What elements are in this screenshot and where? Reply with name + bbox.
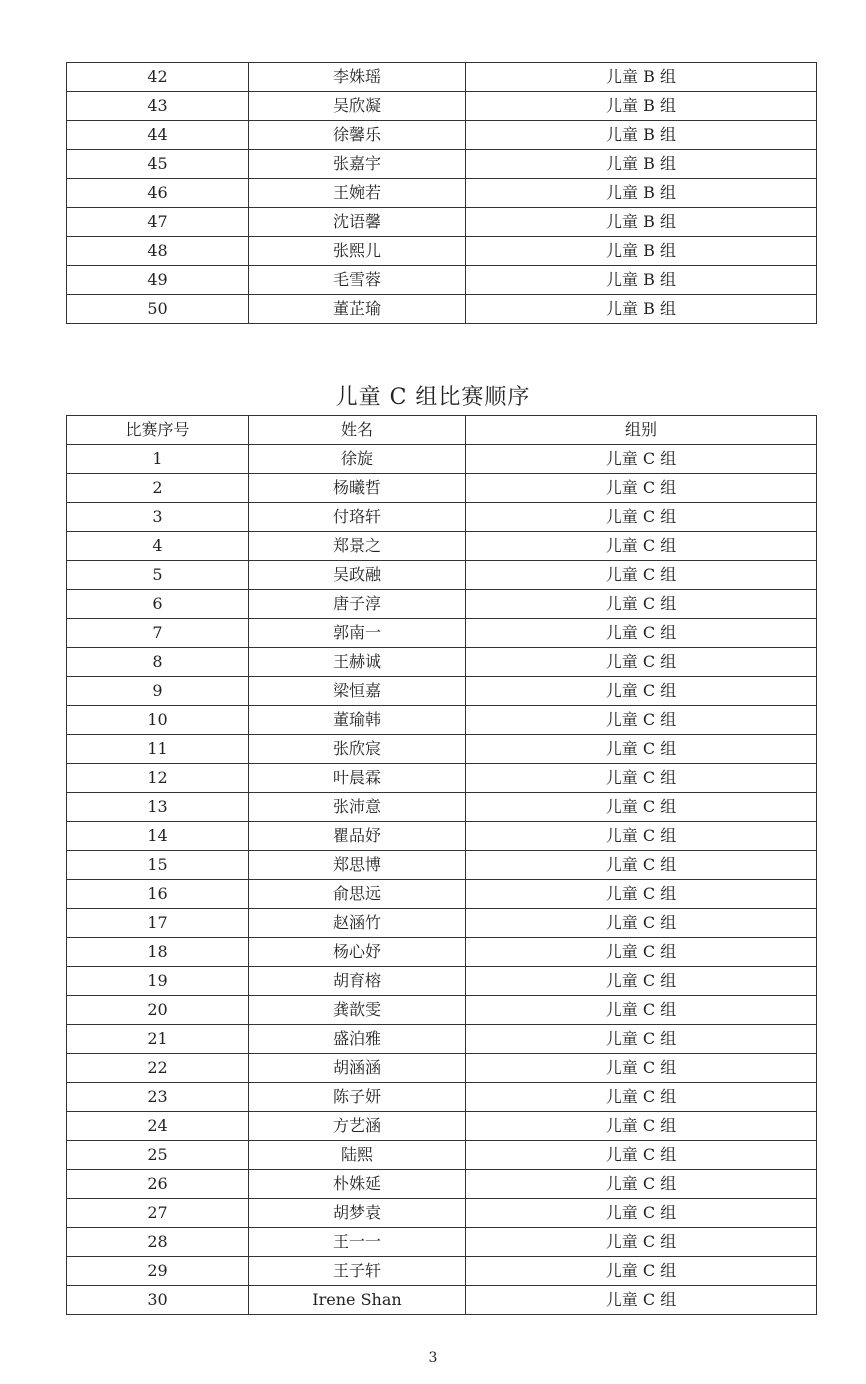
- group-cell: 儿童 C 组: [466, 619, 817, 648]
- group-cell: 儿童 C 组: [466, 938, 817, 967]
- match-number-cell: 46: [67, 179, 249, 208]
- table-row: [67, 880, 817, 909]
- name-cell: 胡育榕: [249, 967, 466, 996]
- match-number-cell: 19: [67, 967, 249, 996]
- name-cell: 张沛意: [249, 793, 466, 822]
- name-cell: 陈子妍: [249, 1083, 466, 1112]
- table-row: [67, 619, 817, 648]
- name-cell: 梁恒嘉: [249, 677, 466, 706]
- group-cell: 儿童 B 组: [466, 121, 817, 150]
- name-cell: 王一一: [249, 1228, 466, 1257]
- name-cell: 唐子淳: [249, 590, 466, 619]
- group-cell: 儿童 C 组: [466, 1257, 817, 1286]
- table-row: [67, 1286, 817, 1315]
- match-number-cell: 28: [67, 1228, 249, 1257]
- match-number-cell: 24: [67, 1112, 249, 1141]
- match-number-cell: 11: [67, 735, 249, 764]
- match-number-cell: 17: [67, 909, 249, 938]
- group-cell: 儿童 C 组: [466, 1199, 817, 1228]
- name-cell: 沈语馨: [249, 208, 466, 237]
- table-row: [67, 445, 817, 474]
- group-cell: 儿童 C 组: [466, 590, 817, 619]
- match-number-cell: 47: [67, 208, 249, 237]
- name-cell: 毛雪蓉: [249, 266, 466, 295]
- group-cell: 儿童 C 组: [466, 764, 817, 793]
- name-cell: 张熙儿: [249, 237, 466, 266]
- name-cell: 徐旋: [249, 445, 466, 474]
- table-row: [67, 1112, 817, 1141]
- table-row: [67, 295, 817, 324]
- name-cell: 瞿品妤: [249, 822, 466, 851]
- group-cell: 儿童 C 组: [466, 503, 817, 532]
- name-cell: 郑景之: [249, 532, 466, 561]
- name-cell: 朴姝延: [249, 1170, 466, 1199]
- group-cell: 儿童 C 组: [466, 1112, 817, 1141]
- match-number-cell: 27: [67, 1199, 249, 1228]
- table-row: [67, 793, 817, 822]
- group-cell: 儿童 B 组: [466, 295, 817, 324]
- match-number-cell: 16: [67, 880, 249, 909]
- match-number-cell: 30: [67, 1286, 249, 1315]
- group-cell: 儿童 C 组: [466, 1228, 817, 1257]
- group-cell: 儿童 C 组: [466, 880, 817, 909]
- group-cell: 儿童 C 组: [466, 967, 817, 996]
- group-cell: 儿童 C 组: [466, 735, 817, 764]
- group-cell: 儿童 C 组: [466, 1286, 817, 1315]
- table-row: [67, 1228, 817, 1257]
- name-cell: 张欣宸: [249, 735, 466, 764]
- group-c-table: [66, 415, 817, 1315]
- group-cell: 儿童 C 组: [466, 1083, 817, 1112]
- match-number-cell: 48: [67, 237, 249, 266]
- group-cell: 儿童 C 组: [466, 706, 817, 735]
- table-row: [67, 735, 817, 764]
- group-cell: 儿童 C 组: [466, 445, 817, 474]
- table-row: [67, 1083, 817, 1112]
- match-number-cell: 22: [67, 1054, 249, 1083]
- name-cell: 胡梦袁: [249, 1199, 466, 1228]
- table-row: [67, 764, 817, 793]
- table-row: [67, 851, 817, 880]
- name-cell: 杨心妤: [249, 938, 466, 967]
- name-cell: 王赫诚: [249, 648, 466, 677]
- match-number-cell: 15: [67, 851, 249, 880]
- group-c-header-row: [67, 416, 817, 445]
- table-row: [67, 938, 817, 967]
- match-number-cell: 5: [67, 561, 249, 590]
- group-cell: 儿童 C 组: [466, 909, 817, 938]
- table-row: [67, 266, 817, 295]
- group-cell: 儿童 C 组: [466, 648, 817, 677]
- name-cell: 王婉若: [249, 179, 466, 208]
- match-number-cell: 43: [67, 92, 249, 121]
- match-number-cell: 13: [67, 793, 249, 822]
- name-cell: 郭南一: [249, 619, 466, 648]
- group-cell: 儿童 C 组: [466, 1054, 817, 1083]
- group-cell: 儿童 B 组: [466, 266, 817, 295]
- table-row: [67, 532, 817, 561]
- group-cell: 儿童 C 组: [466, 561, 817, 590]
- group-cell: 儿童 B 组: [466, 63, 817, 92]
- table-row: [67, 706, 817, 735]
- match-number-cell: 21: [67, 1025, 249, 1054]
- group-cell: 儿童 C 组: [466, 851, 817, 880]
- group-cell: 儿童 C 组: [466, 532, 817, 561]
- name-cell: 吴政融: [249, 561, 466, 590]
- name-cell: 叶晨霖: [249, 764, 466, 793]
- group-cell: 儿童 C 组: [466, 474, 817, 503]
- match-number-cell: 25: [67, 1141, 249, 1170]
- table-row: [67, 503, 817, 532]
- name-cell: 王子轩: [249, 1257, 466, 1286]
- group-cell: 儿童 B 组: [466, 237, 817, 266]
- match-number-cell: 10: [67, 706, 249, 735]
- group-cell: 儿童 B 组: [466, 179, 817, 208]
- name-cell: 付珞轩: [249, 503, 466, 532]
- name-cell: 方艺涵: [249, 1112, 466, 1141]
- match-number-cell: 44: [67, 121, 249, 150]
- match-number-cell: 1: [67, 445, 249, 474]
- match-number-cell: 49: [67, 266, 249, 295]
- table-row: [67, 909, 817, 938]
- group-cell: 儿童 C 组: [466, 1025, 817, 1054]
- table-row: [67, 121, 817, 150]
- group-b-table: [66, 62, 817, 324]
- name-cell: 龚歆雯: [249, 996, 466, 1025]
- name-cell: 俞思远: [249, 880, 466, 909]
- table-row: [67, 1199, 817, 1228]
- group-cell: 儿童 C 组: [466, 822, 817, 851]
- header-name: 姓名: [249, 416, 466, 445]
- page-number: 3: [428, 1350, 438, 1366]
- group-c-section-title: 儿童 C 组比赛顺序: [335, 385, 531, 410]
- header-group: 组别: [466, 416, 817, 445]
- group-cell: 儿童 B 组: [466, 208, 817, 237]
- name-cell: 徐馨乐: [249, 121, 466, 150]
- group-cell: 儿童 C 组: [466, 1141, 817, 1170]
- match-number-cell: 23: [67, 1083, 249, 1112]
- name-cell: 董芷瑜: [249, 295, 466, 324]
- table-row: [67, 1054, 817, 1083]
- match-number-cell: 42: [67, 63, 249, 92]
- name-cell: 张嘉宇: [249, 150, 466, 179]
- name-cell: Irene Shan: [249, 1286, 466, 1315]
- table-row: [67, 1170, 817, 1199]
- group-c-table-body: [67, 445, 817, 1315]
- name-cell: 李姝瑶: [249, 63, 466, 92]
- table-row: [67, 1257, 817, 1286]
- match-number-cell: 14: [67, 822, 249, 851]
- group-cell: 儿童 C 组: [466, 1170, 817, 1199]
- match-number-cell: 3: [67, 503, 249, 532]
- table-row: [67, 150, 817, 179]
- table-row: [67, 1025, 817, 1054]
- name-cell: 杨曦哲: [249, 474, 466, 503]
- group-cell: 儿童 C 组: [466, 677, 817, 706]
- group-cell: 儿童 B 组: [466, 150, 817, 179]
- match-number-cell: 2: [67, 474, 249, 503]
- match-number-cell: 20: [67, 996, 249, 1025]
- table-row: [67, 590, 817, 619]
- group-cell: 儿童 C 组: [466, 996, 817, 1025]
- table-row: [67, 561, 817, 590]
- name-cell: 吴欣凝: [249, 92, 466, 121]
- match-number-cell: 50: [67, 295, 249, 324]
- match-number-cell: 7: [67, 619, 249, 648]
- table-row: [67, 237, 817, 266]
- table-row: [67, 967, 817, 996]
- match-number-cell: 9: [67, 677, 249, 706]
- table-row: [67, 996, 817, 1025]
- table-row: [67, 474, 817, 503]
- match-number-cell: 8: [67, 648, 249, 677]
- name-cell: 赵涵竹: [249, 909, 466, 938]
- table-row: [67, 677, 817, 706]
- match-number-cell: 18: [67, 938, 249, 967]
- group-cell: 儿童 C 组: [466, 793, 817, 822]
- match-number-cell: 29: [67, 1257, 249, 1286]
- name-cell: 郑思博: [249, 851, 466, 880]
- name-cell: 胡涵涵: [249, 1054, 466, 1083]
- group-b-table-body: [67, 63, 817, 324]
- table-row: [67, 822, 817, 851]
- match-number-cell: 45: [67, 150, 249, 179]
- table-row: [67, 648, 817, 677]
- name-cell: 陆熙: [249, 1141, 466, 1170]
- table-row: [67, 63, 817, 92]
- header-match-number: 比赛序号: [67, 416, 249, 445]
- table-row: [67, 1141, 817, 1170]
- table-row: [67, 92, 817, 121]
- table-row: [67, 179, 817, 208]
- match-number-cell: 26: [67, 1170, 249, 1199]
- name-cell: 董瑜韩: [249, 706, 466, 735]
- name-cell: 盛泊雅: [249, 1025, 466, 1054]
- match-number-cell: 4: [67, 532, 249, 561]
- match-number-cell: 6: [67, 590, 249, 619]
- group-cell: 儿童 B 组: [466, 92, 817, 121]
- table-row: [67, 208, 817, 237]
- match-number-cell: 12: [67, 764, 249, 793]
